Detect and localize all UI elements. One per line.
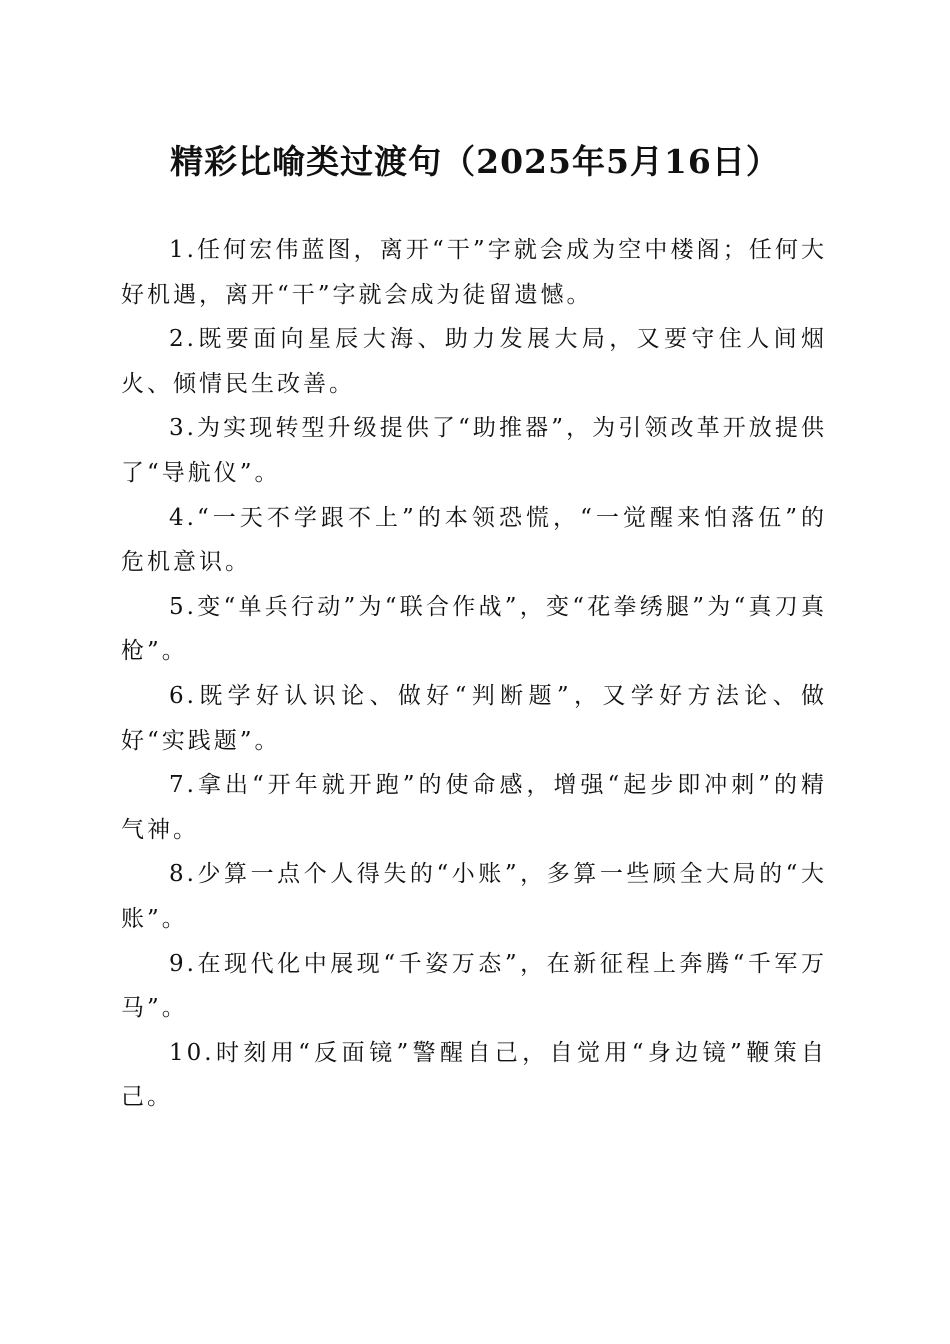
paragraph-7: 7.拿出“开年就开跑”的使命感，增强“起步即冲刺”的精气神。 <box>121 772 827 843</box>
paragraph-8: 8.少算一点个人得失的“小账”，多算一些顾全大局的“大账”。 <box>121 861 827 932</box>
paragraph-1: 1.任何宏伟蓝图，离开“干”字就会成为空中楼阁；任何大好机遇，离开“干”字就会成为徒留遗憾。 <box>121 237 827 308</box>
paragraph-4: 4.“一天不学跟不上”的本领恐慌，“一觉醒来怕落伍”的危机意识。 <box>121 504 827 576</box>
document-body <box>121 228 827 1120</box>
paragraph-9: 9.在现代化中展现“千姿万态”，在新征程上奔腾“千军万马”。 <box>121 950 827 1022</box>
document-title: 精彩比喻类过渡句（2025年5月16日） <box>170 142 780 181</box>
paragraph-5: 5.变“单兵行动”为“联合作战”，变“花拳绣腿”为“真刀真枪”。 <box>121 593 827 665</box>
paragraph-2: 2.既要面向星辰大海、助力发展大局，又要守住人间烟火、倾情民生改善。 <box>121 326 827 397</box>
paragraph-10: 10.时刻用“反面镜”警醒自己，自觉用“身边镜”鞭策自己。 <box>121 1039 827 1111</box>
paragraph-6: 6.既学好认识论、做好“判断题”，又学好方法论、做好“实践题”。 <box>121 682 827 754</box>
paragraph-3: 3.为实现转型升级提供了“助推器”，为引领改革开放提供了“导航仪”。 <box>121 415 827 486</box>
